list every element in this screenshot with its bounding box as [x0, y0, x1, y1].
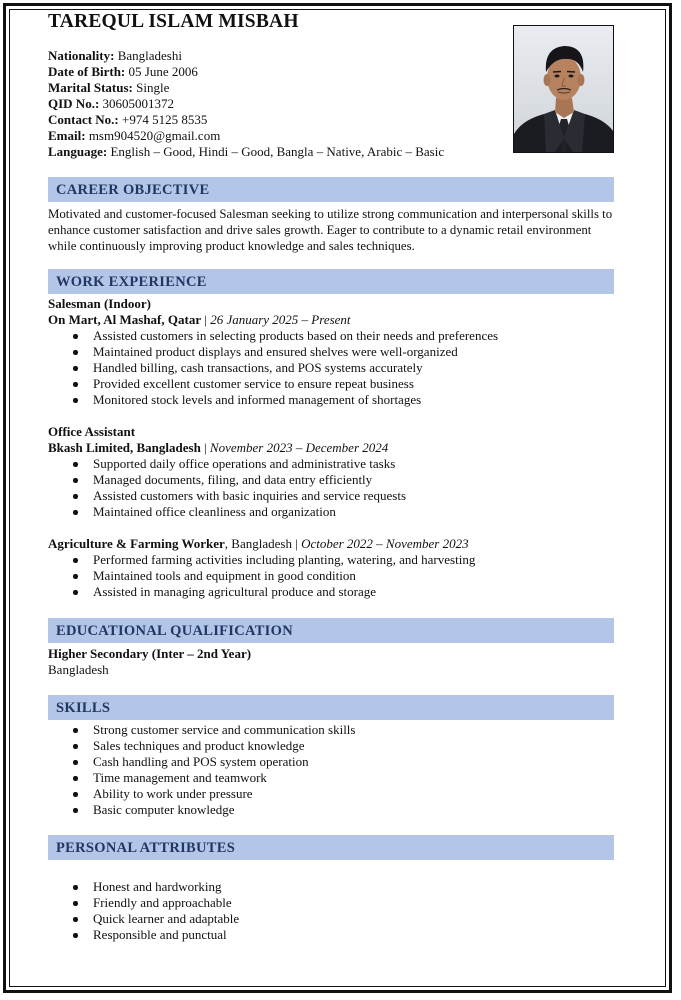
career-objective-text: Motivated and customer-focused Salesman seeking to utilize strong communication and interpersonal skills to enhance customer satisfaction and drive sales growth. Eager to contribute to a dynamic retail environment while continuously improving product knowledge and sales techniques.: [48, 207, 613, 253]
section-heading: WORK EXPERIENCE: [48, 269, 614, 294]
info-language: Language: English – Good, Hindi – Good, Bangla – Native, Arabic – Basic: [48, 144, 445, 159]
section-heading: CAREER OBJECTIVE: [48, 177, 614, 202]
section-heading: EDUCATIONAL QUALIFICATION: [48, 618, 614, 643]
section-work-experience: [48, 269, 614, 600]
list-item: Managed documents, filing, and data entry efficiently: [48, 472, 614, 488]
job-title: Office Assistant: [48, 424, 136, 439]
info-email: Email: msm904520@gmail.com: [48, 128, 221, 143]
info-qid: QID No.: 30605001372: [48, 96, 175, 111]
list-item: Cash handling and POS system operation: [48, 754, 614, 770]
list-item: Maintained product displays and ensured shelves were well-organized: [48, 344, 614, 360]
list-item: Assisted in managing agricultural produce and storage: [48, 584, 614, 600]
list-item: Responsible and punctual: [48, 927, 614, 943]
attributes-list: [48, 879, 614, 943]
job-company-line: Bkash Limited, Bangladesh | November 2023 – December 2024: [48, 440, 389, 455]
info-dob: Date of Birth: 05 June 2006: [48, 64, 198, 79]
list-item: Assisted customers in selecting products based on their needs and preferences: [48, 328, 614, 344]
list-item: Basic computer knowledge: [48, 802, 614, 818]
list-item: Ability to work under pressure: [48, 786, 614, 802]
info-marital-status: Marital Status: Single: [48, 80, 170, 95]
job-duties: [48, 328, 614, 408]
section-skills: [48, 695, 614, 818]
list-item: Maintained office cleanliness and organization: [48, 504, 614, 520]
list-item: Monitored stock levels and informed management of shortages: [48, 392, 614, 408]
list-item: Assisted customers with basic inquiries and service requests: [48, 488, 614, 504]
job-title: Salesman (Indoor): [48, 296, 151, 311]
list-item: Sales techniques and product knowledge: [48, 738, 614, 754]
education-title: Higher Secondary (Inter – 2nd Year): [48, 646, 252, 661]
list-item: Provided excellent customer service to ensure repeat business: [48, 376, 614, 392]
list-item: Supported daily office operations and administrative tasks: [48, 456, 614, 472]
list-item: Honest and hardworking: [48, 879, 614, 895]
job-entry: [48, 296, 614, 408]
list-item: Handled billing, cash transactions, and POS systems accurately: [48, 360, 614, 376]
section-heading: PERSONAL ATTRIBUTES: [48, 835, 614, 860]
list-item: Strong customer service and communication skills: [48, 722, 614, 738]
list-item: Friendly and approachable: [48, 895, 614, 911]
list-item: Time management and teamwork: [48, 770, 614, 786]
portrait-image: [514, 26, 614, 153]
profile-photo: [513, 25, 614, 153]
section-heading: SKILLS: [48, 695, 614, 720]
job-duties: [48, 552, 614, 600]
job-title-line: Agriculture & Farming Worker, Bangladesh | October 2022 – November 2023: [48, 536, 469, 551]
skills-list: [48, 722, 614, 818]
section-education: [48, 618, 614, 678]
job-entry: [48, 536, 614, 600]
info-contact: Contact No.: +974 5125 8535: [48, 112, 208, 127]
job-company-line: On Mart, Al Mashaf, Qatar | 26 January 2025 – Present: [48, 312, 351, 327]
job-entry: [48, 424, 614, 520]
candidate-name: TAREQUL ISLAM MISBAH: [48, 11, 299, 32]
job-duties: [48, 456, 614, 520]
list-item: Performed farming activities including planting, watering, and harvesting: [48, 552, 614, 568]
list-item: Maintained tools and equipment in good condition: [48, 568, 614, 584]
education-place: Bangladesh: [48, 662, 109, 677]
section-career-objective: [48, 177, 614, 254]
list-item: Quick learner and adaptable: [48, 911, 614, 927]
section-personal-attributes: [48, 835, 614, 943]
info-nationality: Nationality: Bangladeshi: [48, 48, 182, 63]
